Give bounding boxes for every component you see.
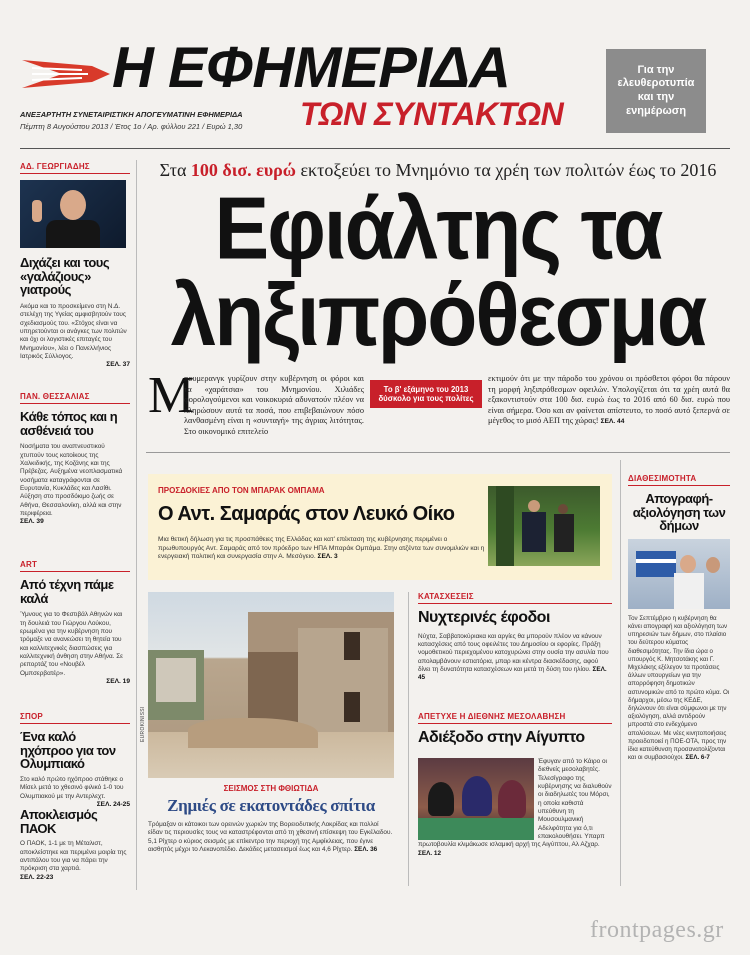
egypt-title: Αδιέξοδο στην Αίγυπτο [418, 729, 585, 746]
sidebar-story-georgiadis[interactable] [20, 162, 130, 370]
strap-post: εκτοξεύει το Μνημόνιο τα χρέη των πολιτών έως το 2016 [295, 160, 717, 180]
lead-col1: πουμερανγκ γυρίζουν στην κυβέρνηση οι φόροι και τα «χαράτσια» του Μνημονίου. Χιλιάδες φορολογούμενοι και νοικοκυριά αδυνατούν πλέον να πληρώσουν αυτά τα ποσά, που επιβεβαιώνουν πόσο λανθασμένη είναι η «συνταγή» της άγριας λιτότητας. Στο οικονομικό επιτελείο [184, 374, 364, 437]
municipal-kicker: ΔΙΑΘΕΣΙΜΟΤΗΤΑ [628, 474, 730, 486]
raids-text [418, 633, 612, 683]
municipal-text [628, 615, 730, 762]
municipal-photo [628, 539, 730, 609]
sidebar-kicker: ΣΠΟΡ [20, 712, 130, 724]
samaras-body: Μια θετική δήλωση για τις προσπάθειες της Ελλάδας και κατ' επέκταση της κυβέρνησης περιμένει ο πρωθυπουργός Αντ. Σαμαράς από τον πρόεδρο των ΗΠΑ Μπαράκ Ομπάμα. Στην ατζέντα των συνομιλιών και η ενεργειακή πολιτική και συνεργασία στην Α. Μεσόγειο. [158, 536, 485, 561]
masthead-tagline: ΑΝΕΞΑΡΤΗΤΗ ΣΥΝΕΤΑΙΡΙΣΤΙΚΗ ΑΠΟΓΕΥΜΑΤΙΝΗ ΕΦΗΜΕΡΙΔΑ [20, 110, 243, 119]
raids-story[interactable] [418, 592, 612, 683]
earthquake-story[interactable] [140, 592, 394, 888]
egypt-kicker: ΑΠΕΤΥΧΕ Η ΔΙΕΘΝΗΣ ΜΕΣΟΛΑΒΗΣΗ [418, 712, 612, 724]
lead-col3-text: εκτιμούν ότι με την πάροδο του χρόνου οι πρόσθετοι φόροι θα πάρουν τη μορφή ληξιπρόθεσμων οφειλών. Υπολογίζεται ότι τα χρέη αυτά θα εξακοντιστούν στα 100 δισ. ευρώ έως το 2016 από 60 δισ. ευρώ που είναι σήμερα. Όσο και αν φαίνεται απίστευτο, το ποσό αυτό ξεπερνά σε μέγεθος το μισό ΑΕΠ της χώρας! [488, 374, 730, 426]
egypt-text [418, 758, 612, 858]
georgiadis-photo [20, 180, 126, 248]
egypt-spacer [418, 758, 538, 840]
sidebar-story-art[interactable] [20, 560, 130, 686]
page-ref: ΣΕΛ. 12 [418, 849, 442, 857]
earthquake-photo [148, 592, 394, 778]
page-ref: ΣΕΛ. 44 [600, 418, 625, 426]
sidebar-text: Ύμνους για το Φεστιβάλ Αθηνών και τη δουλειά του Γιώργου Λούκου, ερωμένα για την κυβέρνηση που τρόμαξε να ανανεώσει τη θητεία του και καλλιτεχνικές διασπώσεις για καλλιτεχνική άνθηση στην Αθήνα. Σε ρεπορτάζ του «Νουβέλ Ομπσερβατέρ». [20, 611, 124, 677]
samaras-story[interactable] [148, 474, 612, 580]
sidebar-story-paok[interactable] [20, 808, 130, 882]
page-ref: ΣΕΛ. 39 [20, 518, 44, 526]
sidebar-title: Διχάζει και τους «γαλάζιους» γιατρούς [20, 255, 110, 298]
egypt-body: Έφυγαν από το Κάιρο οι διεθνείς μεσολαβητές. Τελεσίγραφο της κυβέρνησης να διαλυθούν οι διαδηλωτές του Μόρσι, η οποία καθιστά υπεύθυνη τη Μουσουλμανική Αδελφότητα για ό,τι επακολουθήσει. Υπαρπ πρωτοβουλία κλιμάκωσε ισλαμική αρχή της Αιγύπτου, Αλ Αζχαρ. [418, 758, 612, 849]
lead-body [148, 367, 730, 446]
raids-kicker: ΚΑΤΑΣΧΕΣΕΙΣ [418, 592, 612, 604]
samaras-kicker: ΠΡΟΣΔΟΚΙΕΣ ΑΠΟ ΤΟΝ ΜΠΑΡΑΚ ΟΜΠΑΜΑ [158, 486, 325, 495]
samaras-title: Ο Αντ. Σαμαράς στον Λευκό Οίκο [158, 503, 455, 525]
page-ref: ΣΕΛ. 6-7 [685, 754, 710, 762]
sidebar-title: Αποκλεισμός ΠΑΟΚ [20, 807, 98, 836]
lead-highlight-box [370, 380, 482, 408]
earthquake-kicker: ΣΕΙΣΜΟΣ ΣΤΗ ΦΘΙΩΤΙΔΑ [223, 784, 319, 793]
sidebar-kicker: ART [20, 560, 130, 572]
earthquake-title: Ζημιές σε εκατοντάδες σπίτια [167, 796, 375, 815]
municipal-body: Τον Σεπτέμβριο η κυβέρνηση θα κάνει απογραφή και αξιολόγηση των υπηρεσιών των δήμων, στο πλαίσιο του δεύτερου κύματος διαθεσιμότητας. Την ίδια ώρα ο υπουργός Κ. Μητσοτάκης και Γ. Μιχελάκης εξέλεγον τα προτάσεις άλλων υπουργείων για την απορρόφηση δημοτικών αστυνομικών από το πρώτο κύμα. Οι δήμαρχοι, μέσω της ΚΕΔΕ, δηλώνουν ότι είναι σύμφωνοι με την αξιολόγηση, αλλά αντιδρούν μπροστά στο ενδεχόμενο απολύσεων. Με νέες κινητοποιήσεις προειδοποιεί η ΠΟΕ-ΟΤΑ, προς την ίδια κατεύθυνση προσανατολίζονται και οι συμβασιούχοι. [628, 614, 730, 762]
sidebar-story-thessaly[interactable] [20, 392, 130, 527]
masthead-subtitle: ΤΩΝ ΣΥΝΤΑΚΤΩΝ [300, 96, 564, 132]
sidebar-story-olympiacos[interactable] [20, 712, 130, 809]
strap-pre: Στα [159, 160, 191, 180]
page-ref: ΣΕΛ. 19 [106, 677, 130, 685]
lead-strap [146, 160, 730, 181]
lead-dropcap: Μ [148, 367, 195, 424]
obama-samaras-photo [488, 486, 600, 566]
lead-col3 [488, 374, 730, 427]
sidebar-text: Ακόμα και το προσκείμενο στη Ν.Δ. στελέχη της Υγείας αμφισβητούν τους σχεδιασμούς του. «Στόχος είναι να υπηρετούνται οι ανάγκες των πολιτών και όχι οι λογιστικές επιταγές του Μνημονίου», λέει ο Πανελλήνιος Ιατρικός Σύλλογος. [20, 302, 127, 360]
municipal-story[interactable] [628, 474, 730, 762]
lead-headline[interactable] [146, 179, 730, 365]
page-ref: ΣΕΛ. 24-25 [96, 800, 130, 808]
earthquake-body: Τρόμαξαν οι κάτοικοι των ορεινών χωριών της Βορειοδυτικής Λοκρίδας και πολλοί είδαν τις περιουσίες τους να καταστρέφονται από τη χθεσινή επίσκεψη του Εγκέλαδου. 5,1 Ρίχτερ ο κύριος σεισμός με επίκεντρο την περιοχή της Αμφίκλειας, που έγινε αισθητός μέχρι το Λεκανοπέδιο. Δεκάδες μετασεισμοί έως και 4,6 Ρίχτερ. [148, 820, 393, 853]
slogan-box [606, 49, 706, 133]
sidebar-title: Ένα καλό ηχόπροο για τον Ολυμπιακό [20, 729, 116, 772]
issue-info: Πέμπτη 8 Αυγούστου 2013 / Έτος 1ο / Αρ. φύλλου 221 / Ευρώ 1,30 [20, 122, 243, 131]
page-ref: ΣΕΛ. 45 [418, 666, 607, 682]
watermark: frontpages.gr [590, 917, 724, 943]
masthead [0, 0, 750, 158]
slogan-text: Για την ελευθεροτυπία και την ενημέρωση [617, 63, 695, 117]
sidebar-text: Στο καλό πρώτο ηχόπροο στάθηκε ο Μίσελ μετά το χθεσινό φιλικό 1-0 του Ολυμπιακού με την Αντερλεχτ. [20, 775, 124, 800]
sidebar-text: Νοσήματα του αναπνευστικού χτυπούν τους κατοίκους της Χαλκιδικής, της Κοζάνης και της Πρέβεζας. Αυξημένα νεοπλασματικά νοσήματα καταγράφονται σε Ευρυτανία, Κυκλάδες και Λασίθι. Αύξηση στο προσδόκιμο ζωής σε Αθήνα, Θεσσαλονίκη, αλλά και στην περιφέρεια. [20, 443, 123, 517]
sidebar-kicker: ΑΔ. ΓΕΩΡΓΙΑΔΗΣ [20, 162, 130, 174]
page-ref: ΣΕΛ. 36 [354, 845, 378, 853]
raids-body: Νύχτα, Σαββατοκύριακα και αργίες θα μπορούν πλέον να κάνουν κατασχέσεις από τους οφειλέτες του Δημοσίου οι εφορίες. Πράξη νομοθετικού περιεχομένου κατοχυρώνει στην ουσία την ασυλία που απολαμβάνουν εστιατόρια, μπαρ και κέντρα διασκέδασης, αφού δίνει τη δυνατότητα κατασχέσεων και μετά τη δύση του ηλίου. [418, 632, 609, 674]
lead-highlight-text: Το β' εξάμηνο του 2013 δύσκολο για τους πολίτες [378, 384, 474, 403]
earthquake-text [148, 821, 394, 854]
sidebar-title: Κάθε τόπος και η ασθένειά του [20, 409, 118, 438]
photo-credit: EUROKINISSI [140, 706, 146, 742]
sidebar-kicker: ΠΑΝ. ΘΕΣΣΑΛΙΑΣ [20, 392, 130, 404]
municipal-title: Απογραφή-αξιολόγηση των δήμων [632, 491, 726, 534]
masthead-title: Η ΕΦΗΜΕΡΙΔΑ [112, 35, 510, 100]
rocket-logo-icon [22, 52, 110, 96]
page-ref: ΣΕΛ. 37 [106, 361, 130, 369]
samaras-text [158, 536, 488, 562]
strap-amount: 100 δισ. ευρώ [190, 160, 296, 180]
egypt-story[interactable] [418, 712, 612, 888]
headline-line-1: Εφιάλτης τα [214, 179, 662, 278]
raids-title: Νυχτερινές έφοδοι [418, 609, 550, 626]
page-ref: ΣΕΛ. 3 [317, 553, 338, 561]
page-ref: ΣΕΛ. 22-23 [20, 873, 54, 881]
sidebar-title: Από τέχνη πάμε καλά [20, 577, 114, 606]
sidebar-text: Ο ΠΑΟΚ, 1-1 με τη Μέταλιστ, αποκλείστηκε και περιμένει μοιρία της αντιπάλου του για να πάρει την πρόκριση στα χαρτιά. [20, 840, 127, 873]
headline-line-2: ληξιπρόθεσμα [170, 266, 706, 365]
